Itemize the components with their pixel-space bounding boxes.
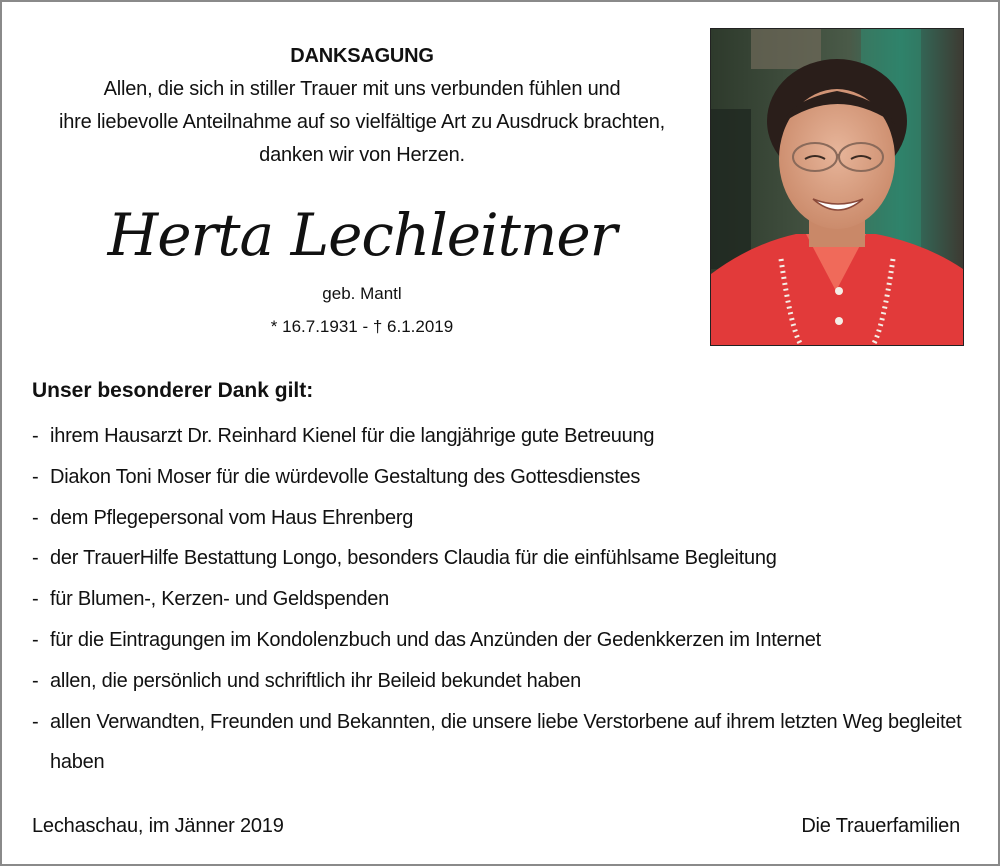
header-line-3: danken wir von Herzen. bbox=[259, 144, 465, 166]
life-dates: * 16.7.1931 - † 6.1.2019 bbox=[270, 317, 454, 336]
header-line-1: Allen, die sich in stiller Trauer mit uns verbunden fühlen und bbox=[103, 78, 621, 100]
list-item bbox=[32, 538, 972, 579]
list-item-text: der TrauerHilfe Bestattung Longo, besonders Claudia für die einfühlsame Begleitung bbox=[50, 547, 777, 570]
portrait-illustration bbox=[711, 29, 963, 345]
list-bullet: - bbox=[32, 669, 39, 692]
portrait-photo bbox=[710, 28, 964, 346]
list-item-text: ihrem Hausarzt Dr. Reinhard Kienel für die langjährige gute Betreuung bbox=[50, 425, 655, 447]
list-item-text: dem Pflegepersonal vom Haus Ehrenberg bbox=[50, 506, 414, 529]
list-bullet: - bbox=[32, 588, 39, 611]
thanks-list bbox=[32, 416, 972, 783]
list-item-text: allen Verwandten, Freunden und Bekannten, die unsere liebe Verstorbene auf ihrem letzten Weg begleitet haben bbox=[50, 710, 962, 774]
list-item bbox=[32, 661, 972, 702]
list-bullet: - bbox=[32, 465, 39, 488]
signature: Die Trauerfamilien bbox=[801, 815, 960, 837]
list-item bbox=[32, 579, 972, 620]
maiden-name: geb. Mantl bbox=[322, 284, 402, 303]
list-item-text: Diakon Toni Moser für die würdevolle Gestaltung des Gottesdienstes bbox=[50, 465, 641, 488]
header-line-2: ihre liebevolle Anteilnahme auf so vielfältige Art zu Ausdruck brachten, bbox=[59, 111, 665, 133]
list-bullet: - bbox=[32, 425, 39, 447]
list-bullet: - bbox=[32, 506, 39, 529]
list-item bbox=[32, 457, 972, 498]
thanks-title: Unser besonderer Dank gilt: bbox=[32, 379, 314, 402]
list-item bbox=[32, 416, 972, 457]
thanks-section bbox=[32, 372, 972, 783]
deceased-name: Herta Lechleitner bbox=[107, 201, 617, 269]
list-item bbox=[32, 702, 972, 784]
heading: DANKSAGUNG bbox=[290, 45, 434, 67]
header-block bbox=[42, 40, 682, 172]
list-item-text: allen, die persönlich und schriftlich ihr Beileid bekundet haben bbox=[50, 669, 582, 692]
list-item bbox=[32, 498, 972, 539]
list-bullet: - bbox=[32, 628, 39, 651]
list-bullet: - bbox=[32, 547, 39, 570]
place-date: Lechaschau, im Jänner 2019 bbox=[32, 815, 284, 837]
list-bullet: - bbox=[32, 710, 39, 733]
list-item bbox=[32, 620, 972, 661]
list-item-text: für die Eintragungen im Kondolenzbuch und das Anzünden der Gedenkkerzen im Internet bbox=[50, 628, 821, 651]
list-item-text: für Blumen-, Kerzen- und Geldspenden bbox=[50, 588, 389, 611]
